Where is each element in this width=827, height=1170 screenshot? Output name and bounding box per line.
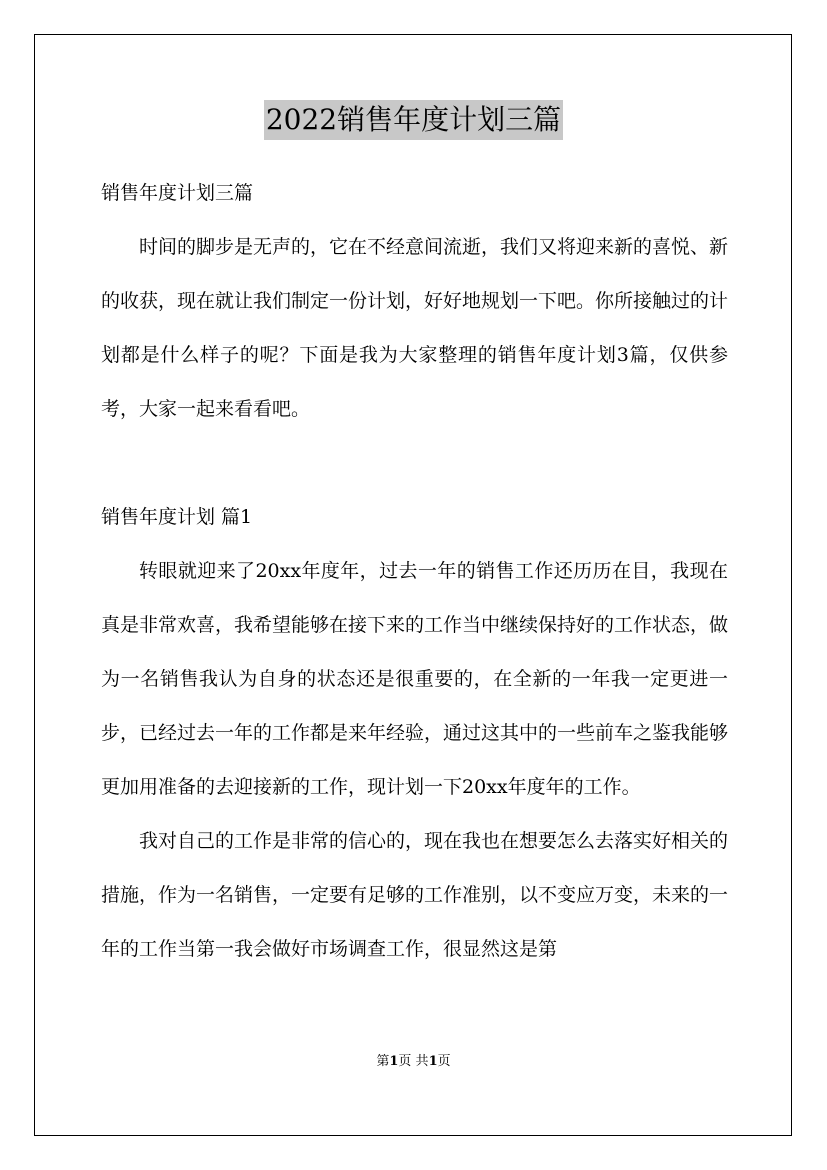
blank-line [101, 436, 728, 490]
intro-paragraph: 时间的脚步是无声的，它在不经意间流逝，我们又将迎来新的喜悦、新的收获，现在就让我们制定一份计划，好好地规划一下吧。你所接触过的计划都是什么样子的呢？下面是我为大家整理的销售年度计划3篇，仅供参考，大家一起来看看吧。 [101, 236, 729, 420]
document-title: 2022销售年度计划三篇 [264, 100, 563, 140]
footer-suffix: 页 [437, 1054, 451, 1069]
page-footer [0, 1052, 827, 1072]
document-subtitle: 销售年度计划三篇 [101, 182, 254, 204]
section-heading: 销售年度计划 篇1 [101, 506, 253, 528]
footer-page-current: 1 [389, 1054, 399, 1069]
body-paragraph-1: 转眼就迎来了20xx年度年，过去一年的销售工作还历历在目，我现在真是非常欢喜，我希望能够在接下来的工作当中继续保持好的工作状态，做为一名销售我认为自身的状态还是很重要的，在全新的一年我一定更进一步，已经过去一年的工作都是来年经验，通过这其中的一些前车之鉴我能够更加用准备的去迎接新的工作，现计划一下20xx年度年的工作。 [101, 560, 729, 798]
footer-page-total: 1 [428, 1054, 438, 1069]
body-paragraph-2: 我对自己的工作是非常的信心的，现在我也在想要怎么去落实好相关的措施，作为一名销售，一定要有足够的工作准别，以不变应万变，未来的一年的工作当第一我会做好市场调查工作，很显然这是第 [101, 830, 729, 960]
document-body [101, 166, 728, 976]
title-container [0, 100, 827, 140]
footer-prefix: 第 [376, 1054, 390, 1069]
footer-mid: 页 共 [398, 1054, 429, 1069]
